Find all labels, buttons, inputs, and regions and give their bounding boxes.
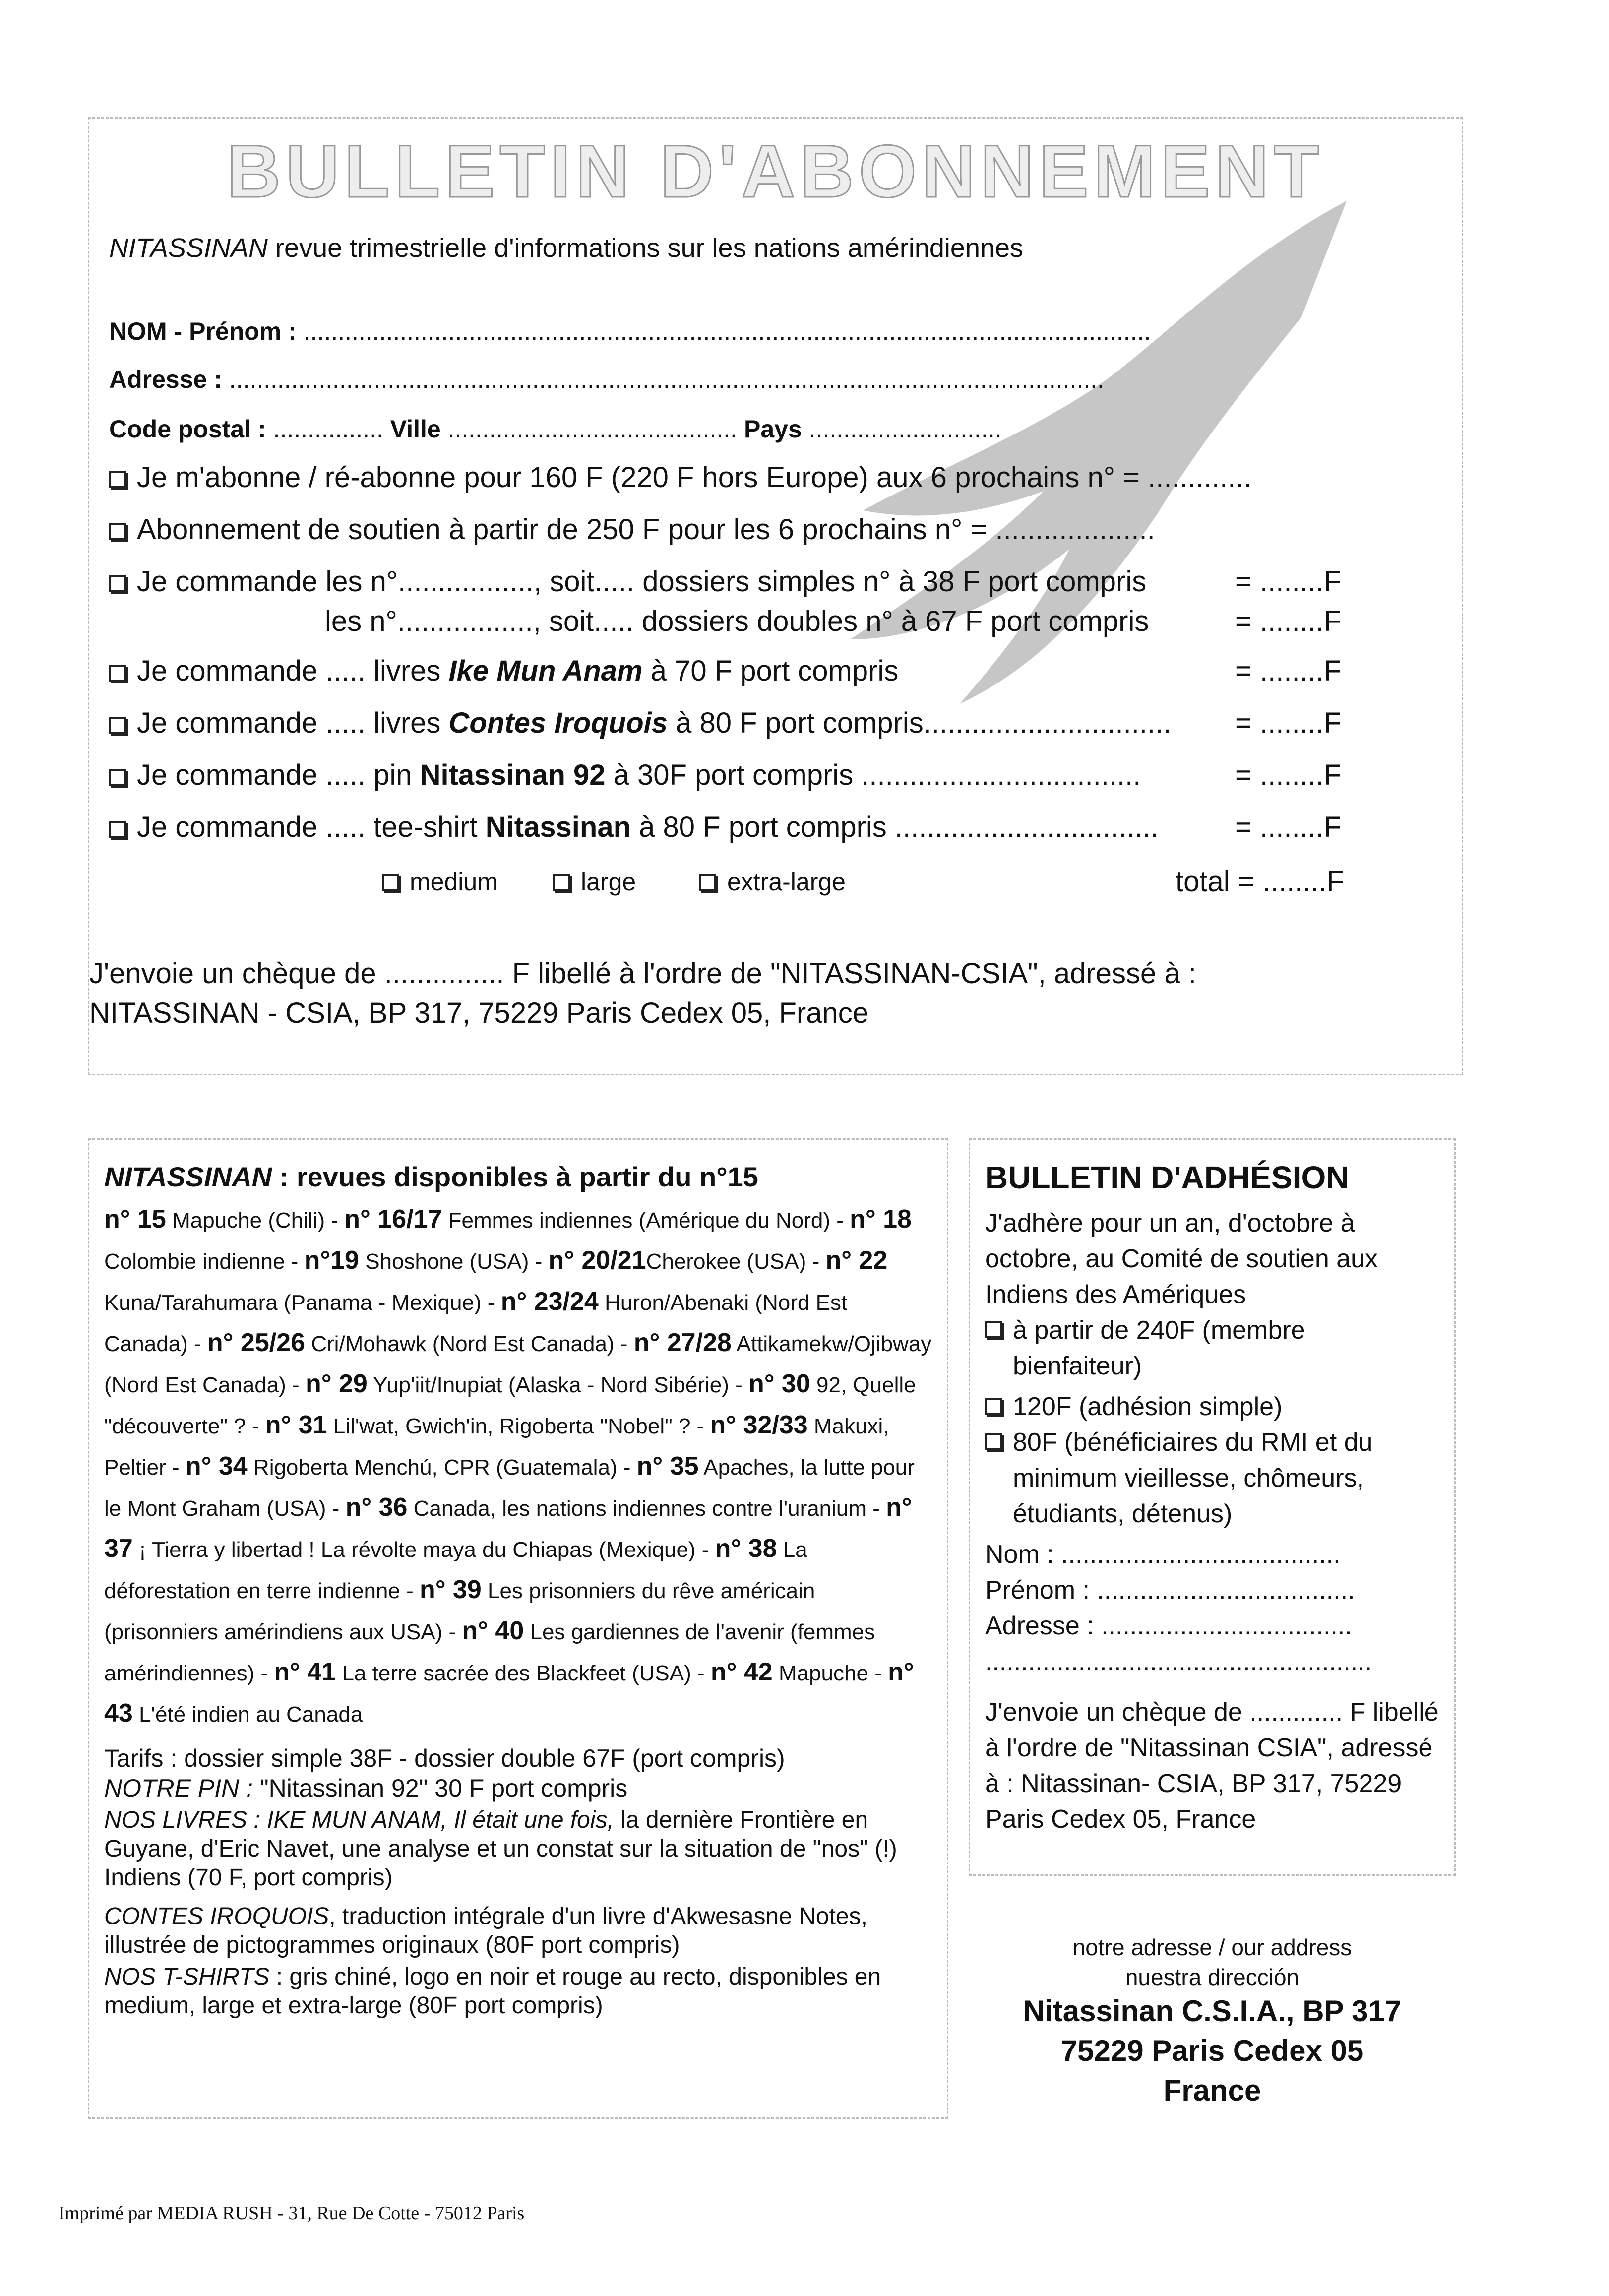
pin-info: NOTRE PIN : "Nitassinan 92" 30 F port compris (104, 1774, 628, 1802)
issue-title: 92, Quelle "découverte" ? - (104, 1373, 916, 1438)
size-extra-large[interactable]: extra-large (699, 868, 846, 896)
adresse-field-2[interactable]: ...................................................... (985, 1647, 1372, 1676)
address-line: Nitassinan C.S.I.A., BP 317 (1023, 1994, 1402, 2028)
issue-title: Cherokee (USA) - (646, 1249, 826, 1274)
checkbox[interactable] (985, 1321, 1002, 1338)
issue-number: n° 39 (419, 1575, 482, 1604)
row-total: = ........F (1235, 655, 1342, 687)
issue-title: Yup'iit/Inupiat (Alaska - Nord Sibérie) - (367, 1373, 748, 1397)
address-caption: notre adresse / our address (1072, 1934, 1352, 1960)
issue-title: Femmes indiennes (Amérique du Nord) - (442, 1208, 850, 1233)
issue-title: Cri/Mohawk (Nord Est Canada) - (305, 1332, 634, 1356)
membership-form (969, 1138, 1456, 1876)
issue-number: n° 25/26 (207, 1328, 306, 1357)
issue-title: Makuxi, Peltier - (104, 1414, 889, 1480)
issue-number: n° 27/28 (633, 1328, 732, 1357)
option-abonnement[interactable]: Je m'abonne / ré-abonne pour 160 F (220 F hors Europe) aux 6 prochains n° = ............. (109, 461, 1252, 494)
issue-number: n° 18 (850, 1205, 912, 1234)
nom-field[interactable]: Nom : ....................................... (985, 1540, 1341, 1569)
address-caption-es: nuestra dirección (1125, 1964, 1300, 1990)
issue-number: n° 31 (265, 1411, 327, 1439)
prenom-field[interactable]: Prénom : .................................... (985, 1576, 1355, 1605)
issue-number: n° 15 (104, 1205, 166, 1234)
row-total: = ........F (1235, 811, 1342, 843)
contact-address (969, 1932, 1456, 2110)
issue-title: Lil'wat, Gwich'in, Rigoberta "Nobel" ? - (327, 1414, 710, 1438)
issue-number: n° 34 (185, 1452, 248, 1481)
issue-number: n° 40 (462, 1616, 524, 1645)
issue-title: Colombie indienne - (104, 1249, 305, 1274)
issue-number: n°19 (304, 1246, 359, 1275)
row-total: = ........F (1235, 605, 1342, 637)
checkbox[interactable] (109, 471, 126, 488)
form-subtitle: NITASSINAN revue trimestrielle d'informations sur les nations amérindiennes (109, 233, 1024, 263)
issue-number: n° 30 (748, 1369, 810, 1398)
code-postal-field[interactable]: Code postal : ................ Ville .......................................... Pays ............................ (109, 415, 1002, 443)
size-medium[interactable]: medium (382, 868, 498, 896)
checkbox[interactable] (985, 1433, 1002, 1450)
checkbox[interactable] (109, 665, 126, 682)
issue-title: Canada, les nations indiennes contre l'uranium - (407, 1496, 886, 1521)
issue-title: Mapuche (Chili) - (166, 1208, 345, 1233)
membership-option-240[interactable]: à partir de 240F (membre bienfaiteur) (985, 1312, 1439, 1384)
issue-title: Apaches, la lutte pour le Mont Graham (USA) - (104, 1455, 915, 1521)
tshirts-info: NOS T-SHIRTS : gris chiné, logo en noir et rouge au recto, disponibles en medium, large et extra-large (80F port compris) (104, 1964, 881, 2019)
cheque-line: J'envoie un chèque de ............... F libellé à l'ordre de "NITASSINAN-CSIA", adressé à : (89, 957, 1196, 990)
membership-title: BULLETIN D'ADHÉSION (985, 1160, 1349, 1195)
membership-option-120[interactable]: 120F (adhésion simple) (985, 1389, 1439, 1425)
issue-number: n° 35 (636, 1452, 699, 1481)
available-issues (88, 1138, 948, 2119)
option-ike-mun-anam[interactable]: Je commande ..... livres Ike Mun Anam à 70 F port compris (109, 654, 898, 687)
membership-cheque: J'envoie un chèque de ............. F libellé à l'ordre de "Nitassinan CSIA", adressé à : Nitassinan- CSIA, BP 317, 75229 Paris Cedex 05, France (985, 1698, 1439, 1834)
checkbox[interactable] (382, 874, 399, 891)
membership-intro: J'adhère pour un an, d'octobre à octobre, au Comité de soutien aux Indiens des Amériques (985, 1209, 1378, 1309)
option-dossiers-doubles[interactable]: les n°................., soit..... dossiers doubles n° à 67 F port compris (325, 605, 1149, 637)
issue-number: n° 42 (710, 1658, 773, 1686)
checkbox[interactable] (985, 1398, 1002, 1415)
issue-number: n° 41 (274, 1658, 336, 1686)
issue-list (104, 1199, 932, 1735)
checkbox[interactable] (699, 874, 716, 891)
issue-number: n° 23/24 (500, 1287, 599, 1316)
issue-title: Huron/Abenaki (Nord Est Canada) - (104, 1291, 848, 1356)
nom-field[interactable]: NOM - Prénom : ........................................................................................................................... (109, 317, 1151, 345)
membership-option-80[interactable]: 80F (bénéficiaires du RMI et du minimum vieillesse, chômeurs, étudiants, détenus) (985, 1425, 1439, 1532)
issue-number: n° 43 (104, 1658, 914, 1728)
checkbox[interactable] (109, 523, 126, 540)
option-contes-iroquois[interactable]: Je commande ..... livres Contes Iroquois à 80 F port compris............................... (109, 706, 1171, 740)
address-line: France (1163, 2074, 1261, 2107)
books-info: NOS LIVRES : IKE MUN ANAM, Il était une fois, la dernière Frontière en Guyane, d'Eric Navet, une analyse et un constat sur la situation de "nos" (!) Indiens (70 F, port compris) (104, 1807, 897, 1891)
issue-title: L'été indien au Canada (132, 1702, 363, 1727)
issue-title: Attikamekw/Ojibway (Nord Est Canada) - (104, 1332, 932, 1397)
option-soutien[interactable]: Abonnement de soutien à partir de 250 F pour les 6 prochains n° = .................... (109, 513, 1155, 546)
adresse-field[interactable]: Adresse : ............................................................................................................................... (109, 366, 1105, 393)
row-total: = ........F (1235, 759, 1342, 791)
issue-title: ¡ Tierra y libertad ! La révolte maya du Chiapas (Mexique) - (132, 1538, 715, 1562)
issue-title: Shoshone (USA) - (359, 1249, 549, 1274)
issue-title: Les gardiennes de l'avenir (femmes amérindiennes) - (104, 1620, 875, 1685)
issue-title: La terre sacrée des Blackfeet (USA) - (336, 1661, 711, 1685)
issue-title: La déforestation en terre indienne - (104, 1538, 807, 1603)
checkbox[interactable] (553, 874, 570, 891)
tarifs: Tarifs : dossier simple 38F - dossier double 67F (port compris) (104, 1744, 785, 1772)
contes-info: CONTES IROQUOIS, traduction intégrale d'un livre d'Akwesasne Notes, illustrée de pictogrammes originaux (80F port compris) (104, 1903, 867, 1958)
issue-title: Rigoberta Menchú, CPR (Guatemala) - (247, 1455, 637, 1480)
option-pin[interactable]: Je commande ..... pin Nitassinan 92 à 30F port compris ................................... (109, 758, 1141, 792)
checkbox[interactable] (109, 769, 126, 786)
issue-title: Les prisonniers du rêve américain (prisonniers amérindiens aux USA) - (104, 1579, 815, 1644)
total-field: total = ........F (1176, 866, 1345, 898)
checkbox[interactable] (109, 821, 126, 838)
adresse-field[interactable]: Adresse : ................................... (985, 1612, 1352, 1640)
issues-title: NITASSINAN : revues disponibles à partir du n°15 (104, 1161, 758, 1192)
option-dossiers-simples[interactable]: Je commande les n°................., soit..... dossiers simples n° à 38 F port compris (109, 565, 1146, 598)
option-tee-shirt[interactable]: Je commande ..... tee-shirt Nitassinan à 80 F port compris ................................. (109, 810, 1159, 844)
issue-number: n° 22 (825, 1246, 888, 1275)
row-total: = ........F (1235, 565, 1342, 598)
issue-number: n° 29 (305, 1369, 368, 1398)
form-title: BULLETIN D'ABONNEMENT (227, 129, 1324, 213)
issue-number: n° 20/21 (548, 1246, 646, 1275)
issue-title: Mapuche - (772, 1661, 888, 1685)
printer-footer: Imprimé par MEDIA RUSH - 31, Rue De Cotte - 75012 Paris (59, 2203, 525, 2224)
subscription-form (88, 117, 1463, 1075)
checkbox[interactable] (109, 575, 126, 592)
issue-number: n° 38 (715, 1534, 777, 1563)
row-total: = ........F (1235, 707, 1342, 739)
address-line: 75229 Paris Cedex 05 (1060, 2034, 1364, 2067)
checkbox[interactable] (109, 717, 126, 734)
issue-title: Kuna/Tarahumara (Panama - Mexique) - (104, 1291, 501, 1315)
size-large[interactable]: large (553, 868, 636, 896)
cheque-address: NITASSINAN - CSIA, BP 317, 75229 Paris Cedex 05, France (89, 997, 869, 1029)
issue-number: n° 16/17 (344, 1205, 442, 1234)
issue-number: n° 32/33 (710, 1411, 808, 1439)
issue-number: n° 36 (345, 1493, 408, 1522)
issue-number: n° 37 (104, 1493, 912, 1563)
